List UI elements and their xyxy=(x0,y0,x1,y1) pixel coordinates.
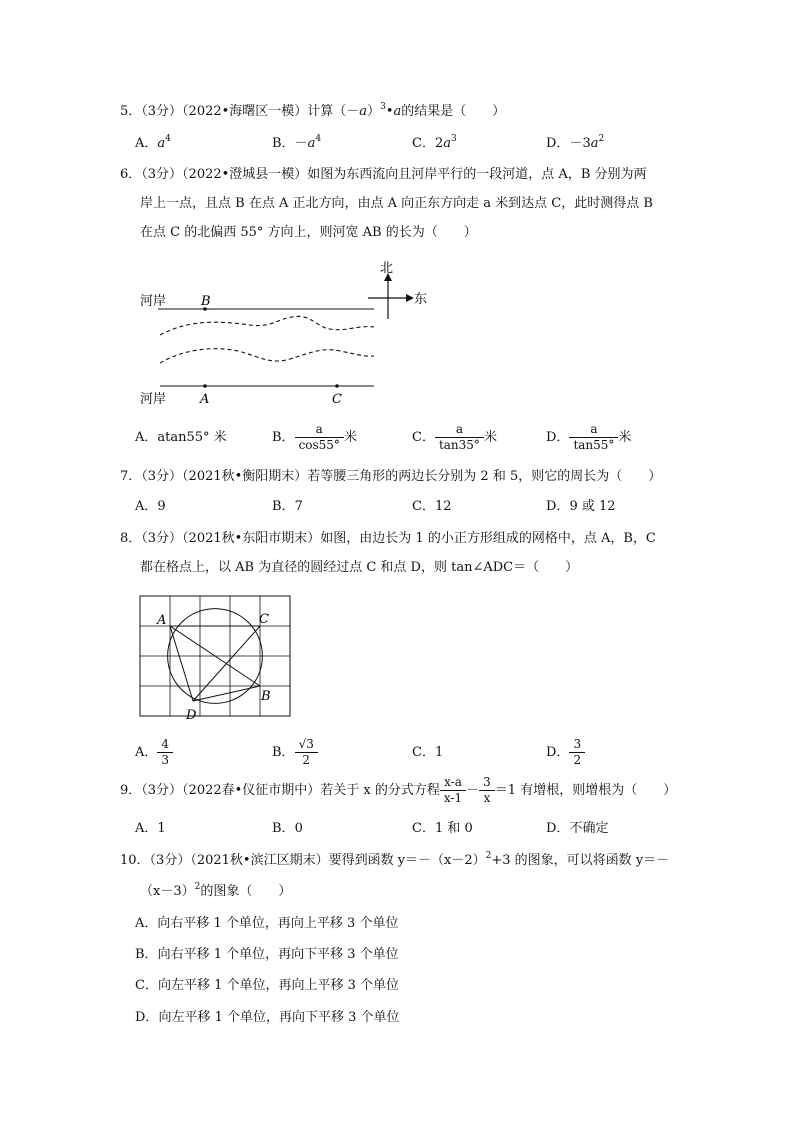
q9-option-d[interactable] xyxy=(546,820,608,838)
q5-option-d[interactable] xyxy=(546,135,604,153)
q5-var-a2: a xyxy=(393,104,402,119)
option-letter: D． xyxy=(546,821,570,836)
option-text: 1 xyxy=(157,821,166,836)
q6-stem-line3: 在点 C 的北偏西 55° 方向上，则河宽 AB 的长为（ ） xyxy=(140,225,477,240)
option-letter: D． xyxy=(135,1010,159,1025)
fraction-numerator: 4 xyxy=(161,737,170,751)
point-a-label: A xyxy=(200,392,210,407)
q7-option-b[interactable] xyxy=(272,498,303,516)
q6-option-a[interactable] xyxy=(135,429,227,447)
option-letter: C． xyxy=(412,821,435,836)
option-text: 1 和 0 xyxy=(434,821,473,836)
point-b-label: B xyxy=(201,294,211,309)
fraction-denominator: tan35° xyxy=(435,437,484,453)
q9-minus: － xyxy=(466,783,480,798)
option-base: a xyxy=(590,136,599,151)
q10-option-a[interactable] xyxy=(135,915,398,933)
option-letter: B． xyxy=(272,136,295,151)
q5-dot: • xyxy=(385,104,394,119)
q10-option-b[interactable] xyxy=(135,946,399,964)
q5-option-a[interactable] xyxy=(135,135,171,153)
option-fraction xyxy=(295,422,344,453)
q10-option-d[interactable] xyxy=(135,1009,400,1027)
option-text: 向右平移 1 个单位，再向上平移 3 个单位 xyxy=(157,916,399,931)
option-base: a xyxy=(307,136,316,151)
q8-grid-figure xyxy=(130,590,300,725)
q7-option-d[interactable] xyxy=(546,498,616,516)
q9-stem-head: 9．（3分）（2022春•仪征市期中）若关于 x 的分式方程 xyxy=(120,783,440,798)
option-letter: C． xyxy=(412,430,435,445)
point-c-dot xyxy=(335,384,339,388)
fraction-numerator: a xyxy=(315,422,323,436)
fraction-numerator: 3 xyxy=(573,737,582,751)
river-wave-bottom xyxy=(160,349,374,363)
option-letter: C． xyxy=(412,745,435,760)
q6-river-figure xyxy=(130,255,440,415)
option-letter: A． xyxy=(135,916,158,931)
option-text: 9 或 12 xyxy=(569,499,616,514)
q7-option-a[interactable] xyxy=(135,498,166,516)
q10-exponent: 2 xyxy=(485,851,492,861)
q6-option-c[interactable] xyxy=(412,422,497,453)
bank-bottom-label: 河岸 xyxy=(140,392,167,407)
point-a-dot xyxy=(203,384,207,388)
option-fraction xyxy=(569,737,585,768)
option-exp: 4 xyxy=(165,134,171,144)
option-fraction xyxy=(569,422,618,453)
q10-option-c[interactable] xyxy=(135,977,399,995)
east-arrow-icon xyxy=(406,294,414,302)
fraction-denominator: cos55° xyxy=(295,437,344,453)
option-text: 7 xyxy=(294,499,303,514)
label-d: D xyxy=(186,708,197,723)
option-text: 1 xyxy=(434,745,444,760)
option-text: atan55° 米 xyxy=(157,430,227,445)
q10-stem-line1 xyxy=(120,852,669,870)
option-letter: D． xyxy=(546,136,570,151)
q10-stem-c: （x－3） xyxy=(140,884,195,899)
option-text: 12 xyxy=(434,499,452,514)
q8-option-c[interactable] xyxy=(412,744,443,762)
q6-stem-line1: 6．（3分）（2022•澄城县一模）如图为东西流向且河岸平行的一段河道，点 A，B 分别为两 xyxy=(120,167,647,182)
fraction-denominator: x xyxy=(479,790,495,806)
option-letter: C． xyxy=(412,136,435,151)
q9-option-a[interactable] xyxy=(135,820,166,838)
fraction-denominator: x-1 xyxy=(440,790,466,806)
option-letter: A． xyxy=(135,430,158,445)
east-label: 东 xyxy=(414,292,428,307)
triangle-lines xyxy=(170,626,260,701)
q5-stem xyxy=(120,103,505,121)
river-wave-top xyxy=(160,316,374,335)
segment-bd xyxy=(193,686,260,701)
option-exp: 2 xyxy=(598,134,605,144)
q10-stem-d: 的图象（ ） xyxy=(200,884,292,899)
q6-stem-line2: 岸上一点，且点 B 在点 A 正北方向，由点 A 向正东方向走 a 米到达点 C，此时测得点 B xyxy=(140,196,653,211)
option-exp: 3 xyxy=(451,134,457,144)
option-text: 0 xyxy=(294,821,303,836)
option-letter: C． xyxy=(412,499,435,514)
label-a: A xyxy=(157,613,167,628)
option-prefix: － xyxy=(294,136,308,151)
option-text: 向右平移 1 个单位，再向下平移 3 个单位 xyxy=(157,947,399,962)
option-letter: A． xyxy=(135,745,158,760)
option-text: 不确定 xyxy=(569,821,609,836)
q10-exponent-2: 2 xyxy=(194,882,201,892)
q8-stem-line1: 8．（3分）（2021秋•东阳市期末）如图，由边长为 1 的小正方形组成的网格中，点 A，B，C xyxy=(120,531,656,546)
option-letter: C． xyxy=(135,978,158,993)
bank-top-label: 河岸 xyxy=(140,294,167,309)
q5-option-b[interactable] xyxy=(272,135,321,153)
q7-option-c[interactable] xyxy=(412,498,452,516)
q9-fraction-1 xyxy=(440,775,466,806)
segment-cd xyxy=(193,626,260,701)
option-fraction xyxy=(295,737,318,768)
option-prefix: 2 xyxy=(434,136,444,151)
fraction-numerator: 3 xyxy=(483,775,491,789)
option-unit: 米 xyxy=(483,430,497,445)
option-letter: A． xyxy=(135,821,158,836)
option-fraction xyxy=(435,422,484,453)
q5-stem-tail: 的结果是（ ） xyxy=(401,104,506,119)
q9-stem xyxy=(120,775,676,806)
fraction-denominator: 2 xyxy=(295,752,318,768)
option-letter: A． xyxy=(135,499,158,514)
option-base: a xyxy=(443,136,451,151)
option-text: 向左平移 1 个单位，再向下平移 3 个单位 xyxy=(158,1010,400,1025)
option-letter: B． xyxy=(272,821,295,836)
option-base: a xyxy=(157,136,166,151)
q9-stem-tail: ＝1 有增根，则增根为（ ） xyxy=(494,783,677,798)
q5-var-a: a xyxy=(359,104,368,119)
q5-option-c[interactable] xyxy=(412,135,457,153)
option-letter: B． xyxy=(135,947,158,962)
option-unit: 米 xyxy=(343,430,357,445)
fraction-numerator: x-a xyxy=(444,775,462,789)
option-letter: B． xyxy=(272,430,295,445)
q9-option-c[interactable] xyxy=(412,820,473,838)
option-fraction xyxy=(157,737,173,768)
option-text: 9 xyxy=(157,499,166,514)
q8-option-b[interactable] xyxy=(272,737,318,768)
q7-stem: 7．（3分）（2021秋•衡阳期末）若等腰三角形的两边长分别为 2 和 5，则它的周长为（ ） xyxy=(120,469,662,484)
q9-fraction-2 xyxy=(479,775,495,806)
fraction-numerator: √3 xyxy=(298,737,314,751)
option-letter: B． xyxy=(272,499,295,514)
option-letter: A． xyxy=(135,136,158,151)
q8-option-d[interactable] xyxy=(546,737,585,768)
fraction-numerator: a xyxy=(590,422,598,436)
label-b: B xyxy=(261,689,271,704)
label-c: C xyxy=(259,612,269,627)
north-label: 北 xyxy=(380,261,394,276)
q5-stem-close: ） xyxy=(367,104,381,119)
fraction-denominator: tan55° xyxy=(569,437,618,453)
point-c-label: C xyxy=(332,392,342,407)
q8-option-a[interactable] xyxy=(135,737,173,768)
q10-stem-b: +3 的图象，可以将函数 y＝－ xyxy=(491,853,670,868)
fraction-numerator: a xyxy=(455,422,464,436)
q10-stem-a: 10．（3分）（2021秋•滨江区期末）要得到函数 y＝－（x－2） xyxy=(120,853,486,868)
q9-option-b[interactable] xyxy=(272,820,303,838)
option-unit: 米 xyxy=(618,430,632,445)
option-exp: 4 xyxy=(315,134,322,144)
fraction-denominator: 2 xyxy=(569,752,585,768)
q8-stem-line2: 都在格点上，以 AB 为直径的圆经过点 C 和点 D，则 tan∠ADC＝（ ） xyxy=(140,560,579,575)
option-letter: D． xyxy=(546,430,570,445)
option-letter: D． xyxy=(546,499,570,514)
fraction-denominator: 3 xyxy=(157,752,173,768)
option-letter: B． xyxy=(272,745,295,760)
option-prefix: －3 xyxy=(569,136,591,151)
q5-exponent: 3 xyxy=(380,102,386,112)
q5-stem-head: 5．（3分）（2022•海曙区一模）计算（－ xyxy=(120,104,360,119)
q6-option-b[interactable] xyxy=(272,422,357,453)
option-text: 向左平移 1 个单位，再向上平移 3 个单位 xyxy=(157,978,400,993)
option-letter: D． xyxy=(546,745,570,760)
q6-option-d[interactable] xyxy=(546,422,631,453)
q10-stem-line2 xyxy=(140,883,291,901)
